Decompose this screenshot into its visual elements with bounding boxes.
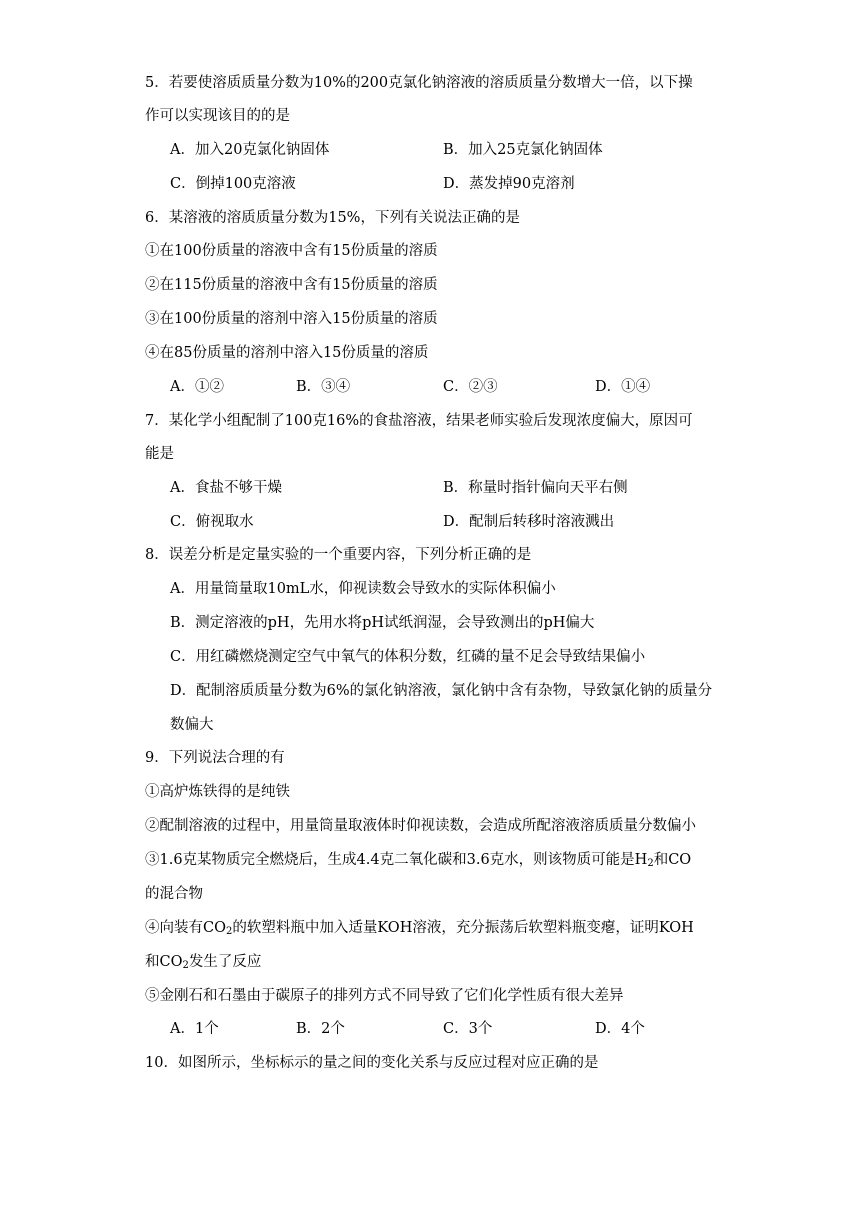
q9-statement-1: ①高炉炼铁得的是纯铁 xyxy=(145,784,290,800)
q9-option-d: D．4个 xyxy=(595,1021,645,1037)
q5-stem-line-1: 5．若要使溶质质量分数为10%的200克氯化钠溶液的溶质质量分数增大一倍，以下操 xyxy=(145,75,693,91)
q8-option-d: D．配制溶质质量分数为6%的氯化钠溶液，氯化钠中含有杂物，导致氯化钠的质量分 xyxy=(170,683,713,699)
q9-statement-4: ④向装有$CO_2$的软塑料瓶中加入适量KOH溶液，充分振荡后软塑料瓶变瘪，证明KOH xyxy=(145,920,694,937)
q9-option-b: B．2个 xyxy=(296,1021,345,1037)
q9-option-c: C．3个 xyxy=(443,1021,493,1037)
q7-option-b: B．称量时指针偏向天平右侧 xyxy=(443,480,628,496)
q9-statement-3: ③1.6克某物质完全燃烧后，生成4.4克二氧化碳和3.6克水，则该物质可能是$H_2$和CO xyxy=(145,852,692,869)
q6-statement-2: ②在115份质量的溶液中含有15份质量的溶质 xyxy=(145,277,438,293)
q5-stem-line-2: 作可以实现该目的的是 xyxy=(145,108,290,124)
q7-option-d: D．配制后转移时溶液溅出 xyxy=(443,514,615,530)
q9-statement-4-continued: 和$CO_2$发生了反应 xyxy=(145,954,262,971)
q6-option-a: A．①② xyxy=(170,379,224,395)
q6-stem: 6．某溶液的溶质质量分数为15%，下列有关说法正确的是 xyxy=(145,210,520,226)
q5-option-c: C．倒掉100克溶液 xyxy=(170,176,296,192)
q9-option-a: A．1个 xyxy=(170,1021,219,1037)
q9-stem: 9．下列说法合理的有 xyxy=(145,750,285,766)
q8-option-a: A．用量筒量取10mL水，仰视读数会导致水的实际体积偏小 xyxy=(170,581,556,597)
q6-statement-4: ④在85份质量的溶剂中溶入15份质量的溶质 xyxy=(145,345,429,361)
q7-option-c: C．俯视取水 xyxy=(170,514,254,530)
q6-option-d: D．①④ xyxy=(595,379,651,395)
q6-statement-1: ①在100份质量的溶液中含有15份质量的溶质 xyxy=(145,243,438,259)
q5-option-b: B．加入25克氯化钠固体 xyxy=(443,142,603,158)
q8-option-b: B．测定溶液的pH，先用水将pH试纸润湿，会导致测出的pH偏大 xyxy=(170,615,595,631)
q7-stem-line-2: 能是 xyxy=(145,446,174,462)
q7-stem-line-1: 7．某化学小组配制了100克16%的食盐溶液，结果老师实验后发现浓度偏大，原因可 xyxy=(145,413,693,429)
q9-statement-2: ②配制溶液的过程中，用量筒量取液体时仰视读数，会造成所配溶液溶质质量分数偏小 xyxy=(145,818,696,834)
q9-statement-5: ⑤金刚石和石墨由于碳原子的排列方式不同导致了它们化学性质有很大差异 xyxy=(145,988,624,1004)
q5-option-d: D．蒸发掉90克溶剂 xyxy=(443,176,575,192)
q6-option-b: B．③④ xyxy=(296,379,351,395)
q10-stem: 10．如图所示，坐标标示的量之间的变化关系与反应过程对应正确的是 xyxy=(145,1055,599,1071)
q6-option-c: C．②③ xyxy=(443,379,498,395)
q8-option-d-continued: 数偏大 xyxy=(170,717,214,733)
q8-stem: 8．误差分析是定量实验的一个重要内容，下列分析正确的是 xyxy=(145,547,532,563)
q9-statement-3-continued: 的混合物 xyxy=(145,886,203,902)
q8-option-c: C．用红磷燃烧测定空气中氧气的体积分数，红磷的量不足会导致结果偏小 xyxy=(170,649,646,665)
q6-statement-3: ③在100份质量的溶剂中溶入15份质量的溶质 xyxy=(145,311,438,327)
q5-option-a: A．加入20克氯化钠固体 xyxy=(170,142,330,158)
q7-option-a: A．食盐不够干燥 xyxy=(170,480,282,496)
